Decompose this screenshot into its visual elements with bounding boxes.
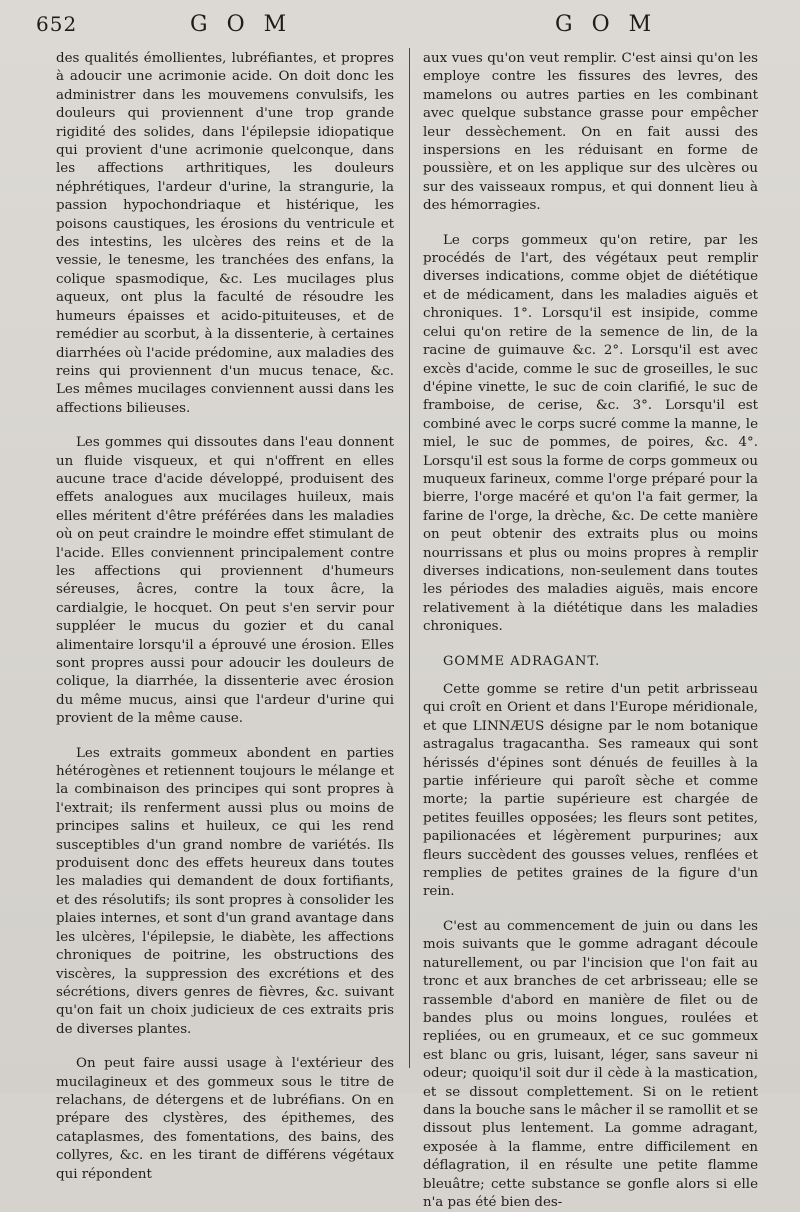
column-divider	[409, 48, 410, 1068]
paragraph: C'est au commencement de juin ou dans les mois suivants que le gomme adragant découle naturellement, ou par l'incision que l'on fait au tronc et aux branches de cet arbrisseau; elle se rassemble d'abord en manière de filet ou de bandes plus ou moins longues, roulées et repliées, ou en grumeaux, et ce suc gommeux est blanc ou gris, luisant, léger, sans saveur ni odeur; quoiqu'il soit dur il cède à la mastication, et se dissout complettement. Si on le retient dans la bouche sans le mâcher il se ramollit et se dissout plus lentement. La gomme adragant, exposée à la flamme, entre difficilement en déflagration, il en résulte une petite flamme bleuâtre; cette substance se gonfle alors si elle n'a pas été bien des-	[423, 918, 758, 1210]
paragraph: Les gommes qui dissoutes dans l'eau donnent un fluide visqueux, et qui n'offrent en elles aucune trace d'acide développé, produisent des effets analogues aux mucilages huileux, mais elles méritent d'être préférées dans les maladies où on peut craindre le moindre effet stimulant de l'acide. Elles conviennent principalement contre les affections qui proviennent d'humeurs séreuses, âcres, contre la toux âcre, la cardialgie, le hocquet. On peut s'en servir pour suppléer le mucus du gozier et du canal alimentaire lorsqu'il a éprouvé une érosion. Elles sont propres aussi pour adoucir les douleurs de colique, la diarrhée, la dissenterie avec érosion du même mucus, ainsi que l'ardeur d'urine qui provient de la même cause.	[56, 435, 394, 727]
left-column	[56, 50, 394, 1184]
right-column	[423, 50, 758, 1212]
paragraph: aux vues qu'on veut remplir. C'est ainsi qu'on les employe contre les fissures des levres, des mamelons ou autres parties en les combinant avec quelque substance grasse pour empêcher leur dessèchement. On en fait aussi des inspersions en les réduisant en forme de poussière, et on les applique sur des ulcères ou sur des vaisseaux rompus, et qui donnent lieu à des hémorragies.	[423, 51, 758, 214]
running-head-right: G O M	[555, 12, 658, 37]
paragraph: Cette gomme se retire d'un petit arbrisseau qui croît en Orient et dans l'Europe méridionale, et que LINNÆUS désigne par le nom botanique astragalus tragacantha. Ses rameaux qui sont hérissés d'épines sont dénués de feuilles à la partie inférieure qui paroît sèche et comme morte; la partie supérieure est chargée de petites feuilles opposées; les fleurs sont petites, papilionacées et légèrement purpurines; aux fleurs succèdent des gousses velues, renflées et remplies de petites graines de la figure d'un rein.	[423, 682, 758, 900]
section-title: GOMME ADRAGANT.	[443, 653, 601, 669]
paragraph: On peut faire aussi usage à l'extérieur des mucilagineux et des gommeux sous le titre de relachans, de détergens et de lubréfians. On en prépare des clystères, des épithemes, des cataplasmes, des fomentations, des bains, des collyres, &c. en les tirant de différens végétaux qui répondent	[56, 1056, 394, 1182]
paragraph: des qualités émollientes, lubréfiantes, et propres à adoucir une acrimonie acide. On doit donc les administrer dans les mouvemens convulsifs, les douleurs qui proviennent d'une trop grande rigidité des solides, dans l'épilepsie idiopatique qui provient d'une acrimonie quelconque, dans les affections arthritiques, les douleurs néphrétiques, l'ardeur d'urine, la strangurie, la passion hypochondriaque et histérique, les poisons caustiques, les érosions du ventricule et des intestins, les ulcères des reins et de la vessie, le tenesme, les tranchées des enfans, la colique spasmodique, &c. Les mucilages plus aqueux, ont plus la faculté de résoudre les humeurs épaisses et acido-pituiteuses, et de remédier au scorbut, à la dissenterie, à certaines diarrhées où l'acide prédomine, aux maladies des reins qui proviennent d'un mucus tenace, &c. Les mêmes mucilages conviennent aussi dans les affections bilieuses.	[56, 51, 394, 416]
paragraph: Le corps gommeux qu'on retire, par les procédés de l'art, des végétaux peut remplir diverses indications, comme objet de diététique et de médicament, dans les maladies aiguës et chroniques. 1°. Lorsqu'il est insipide, comme celui qu'on retire de la semence de lin, de la racine de guimauve &c. 2°. Lorsqu'il est avec excès d'acide, comme le suc de groseilles, le suc d'épine vinette, le suc de coin clarifié, le suc de framboise, de cerise, &c. 3°. Lorsqu'il est combiné avec le corps sucré comme la manne, le miel, le suc de pommes, de poires, &c. 4°. Lorsqu'il est sous la forme de corps gommeux ou muqueux farineux, comme l'orge préparé pour la bierre, l'orge macéré et qu'on l'a fait germer, la farine de l'orge, la drèche, &c. De cette manière on peut obtenir des extraits plus ou moins nourrissans et plus ou moins propres à remplir diverses indications, non-seulement dans toutes les périodes des maladies aiguës, mais encore relativement à la diététique dans les maladies chroniques.	[423, 232, 758, 635]
paragraph: Les extraits gommeux abondent en parties hétérogènes et retiennent toujours le mélange et la combinaison des principes qui sont propres à l'extrait; ils renferment aussi plus ou moins de principes salins et huileux, ce qui les rend susceptibles d'un grand nombre de variétés. Ils produisent donc des effets heureux dans toutes les maladies qui demandent de doux fortifiants, et des résolutifs; ils sont propres à consolider les plaies internes, et sont d'un grand avantage dans les ulcères, l'épilepsie, le diabète, les affections chroniques de poitrine, les obstructions des viscères, la suppression des excrétions et des sécrétions, divers genres de fièvres, &c. suivant qu'on fait un choix judicieux de ces extraits pris de diverses plantes.	[56, 745, 394, 1037]
running-head-left: G O M	[190, 12, 293, 37]
page-number: 652	[36, 12, 78, 36]
